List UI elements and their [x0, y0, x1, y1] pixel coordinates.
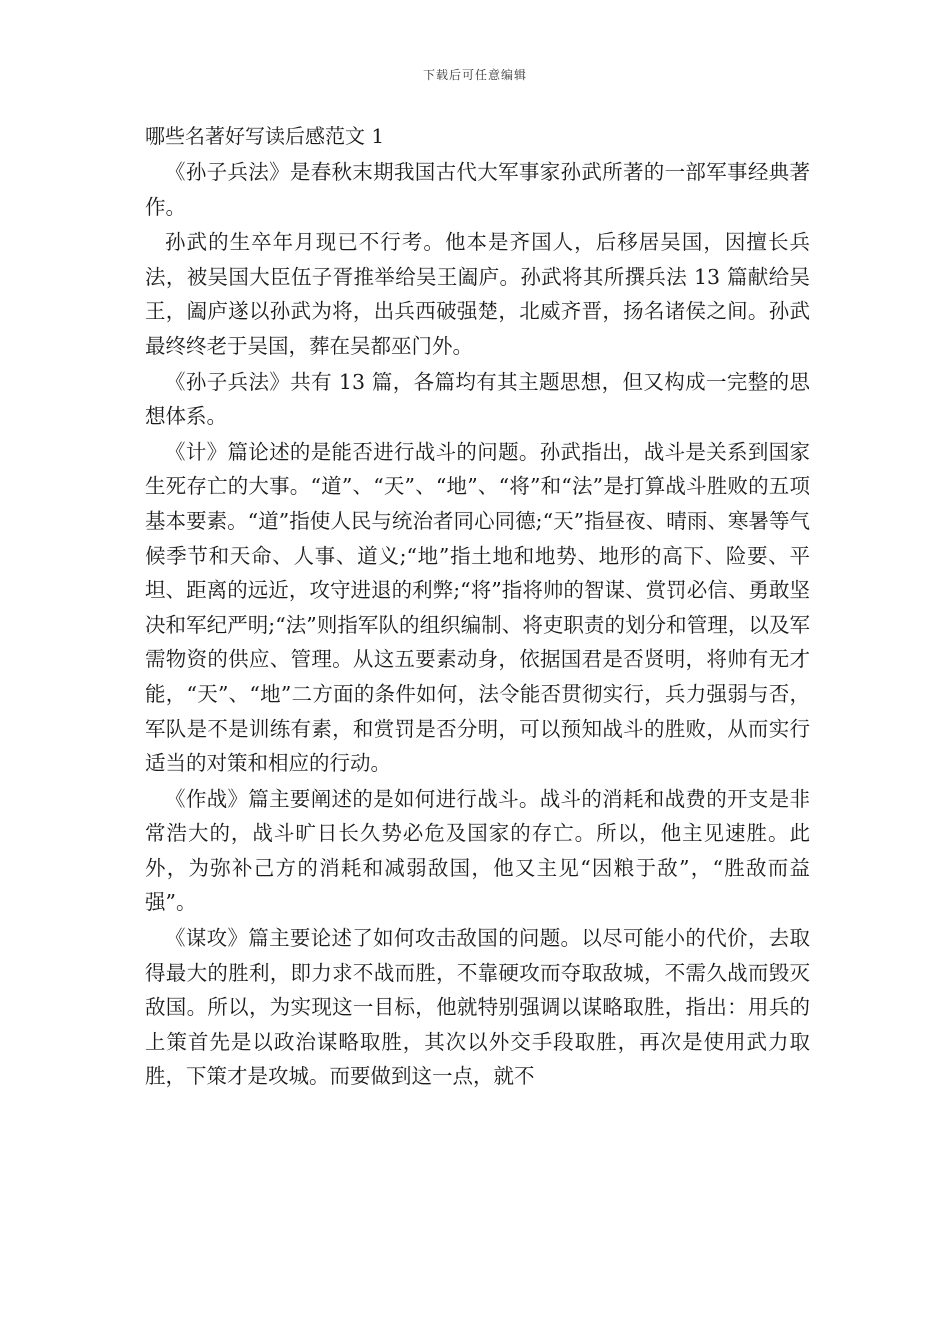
- paragraph-structure: 《孙子兵法》共有 13 篇，各篇均有其主题思想，但又构成一完整的思想体系。: [145, 369, 810, 429]
- paragraph-biography: 孙武的生卒年月现已不行考。他本是齐国人，后移居吴国，因擅长兵法，被吴国大臣伍子胥推举给吴王阖庐。孙武将其所撰兵法 13 篇献给吴王，阖庐遂以孙武为将，出兵西破强楚，北威齐晋，扬名诸侯之间。孙武最终终老于吴国，葬在吴都巫门外。: [145, 230, 810, 358]
- document-body: [145, 118, 810, 1095]
- paragraph-zuozhan-chapter: 《作战》篇主要阐述的是如何进行战斗。战斗的消耗和战费的开支是非常浩大的，战斗旷日长久势必危及国家的存亡。所以，他主见速胜。此外，为弥补己方的消耗和减弱敌国，他又主见“因粮于敌”，“胜敌而益强”。: [145, 786, 810, 915]
- paragraph-ji-chapter: 《计》篇论述的是能否进行战斗的问题。孙武指出，战斗是关系到国家生死存亡的大事。“道”、“天”、“地”、“将”和“法”是打算战斗胜败的五项基本要素。“道”指使人民与统治者同心同德;“天”指昼夜、晴雨、寒暑等气候季节和天命、人事、道义;“地”指土地和地势、地形的高下、险要、平坦、距离的远近，攻守进退的利弊;“将”指将帅的智谋、赏罚必信、勇敢坚决和军纪严明;“法”则指军队的组织编制、将吏职责的划分和管理，以及军需物资的供应、管理。从这五要素动身，依据国君是否贤明，将帅有无才能，“天”、“地”二方面的条件如何，法令能否贯彻实行，兵力强弱与否，军队是不是训练有素，和赏罚是否分明，可以预知战斗的胜败，从而实行适当的对策和相应的行动。: [145, 439, 810, 776]
- paragraph-intro: 《孙子兵法》是春秋末期我国古代大军事家孙武所著的一部军事经典著作。: [145, 160, 810, 219]
- document-title: 哪些名著好写读后感范文 1: [145, 124, 385, 148]
- paragraph-mougong-chapter: 《谋攻》篇主要论述了如何攻击敌国的问题。以尽可能小的代价，去取得最大的胜利，即力求不战而胜，不靠硬攻而夺取敌城，不需久战而毁灭敌国。所以，为实现这一目标，他就特别强调以谋略取胜，指出：用兵的上策首先是以政治谋略取胜，其次以外交手段取胜，再次是使用武力取胜，下策才是攻城。而要做到这一点，就不: [145, 926, 810, 1089]
- page-header: 下载后可任意编辑: [422, 68, 527, 82]
